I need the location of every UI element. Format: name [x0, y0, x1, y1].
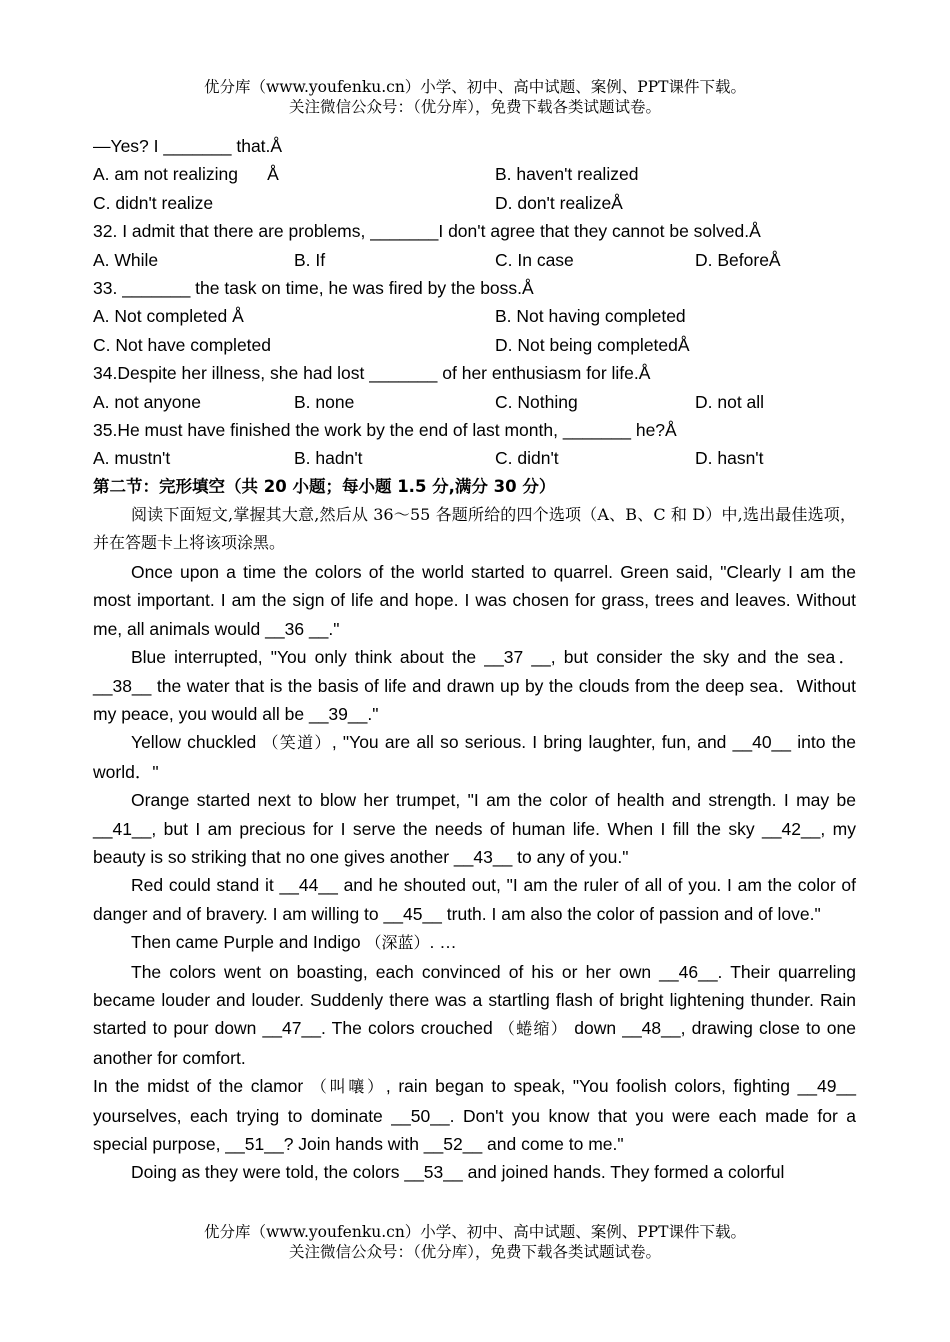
q34-options [93, 388, 856, 416]
p7-chinese-gloss: （蜷缩） [498, 1019, 569, 1039]
section-2-title: 第二节：完形填空（共 20 小题；每小题 1.5 分,满分 30 分） [93, 476, 556, 496]
q31-option-a: A. am not realizing Å [93, 164, 279, 185]
q31-stem: —Yes? I _______ that.Å [93, 136, 283, 156]
p6-text-b: . … [429, 932, 457, 953]
q33-option-d: D. Not being completedÅ [495, 334, 690, 355]
q35-option-b: B. hadn't [294, 448, 363, 469]
passage-paragraph-7 [93, 958, 856, 1073]
header-line-2: 关注微信公众号：（优分库），免费下载各类试题试卷。 [288, 98, 661, 116]
section-2-instruction: 阅读下面短文,掌握其大意,然后从 36～55 各题所给的四个选项（A、B、C 和 D）中,选出最佳选项，并在答题卡上将该项涂黑。 [93, 505, 856, 553]
q35-options [93, 444, 856, 472]
passage-paragraph-5: Red could stand it __44__ and he shouted out, "I am the ruler of all of you. I am the color of danger and of bravery. I am willing to __45__ truth. I am also the color of passion and of love." [93, 875, 856, 924]
p8-chinese-gloss: （叫嚷） [310, 1077, 386, 1097]
q31-options-row2 [93, 189, 856, 217]
q34-stem: 34.Despite her illness, she had lost _______ of her enthusiasm for life.Å [93, 363, 651, 384]
passage-paragraph-8 [93, 1072, 856, 1158]
p6-text-a: Then came Purple and Indigo [131, 932, 366, 953]
p7-text-a: The colors went on boasting, each convinced of his or her own __46__. Their quarreling became louder and louder. Suddenly there was a startling flash of bright lightening thunder. Rain started to pour down __47__. The colors crouched [93, 961, 856, 1039]
footer-line-2: 关注微信公众号：（优分库），免费下载各类试题试卷。 [288, 1243, 661, 1261]
q31-option-b: B. haven't realized [495, 164, 639, 185]
q33-option-a: A. Not completed Å [93, 306, 244, 327]
p6-chinese-gloss: （深蓝） [365, 933, 430, 953]
q34-option-c: C. Nothing [495, 391, 578, 412]
exam-content [93, 132, 856, 1187]
p8-text-a: In the midst of the clamor [93, 1076, 311, 1097]
q32-stem: 32. I admit that there are problems, _______I don't agree that they cannot be solved.Å [93, 221, 761, 242]
q33-option-b: B. Not having completed [495, 306, 686, 327]
q31-options-row1 [93, 160, 856, 188]
q32-option-c: C. In case [495, 249, 574, 270]
page-footer [0, 1222, 950, 1262]
p3-text-a: Yellow chuckled [131, 732, 263, 753]
q32-options [93, 246, 856, 274]
q33-options-row2 [93, 331, 856, 359]
passage-paragraph-2: Blue interrupted, "You only think about the __37 __, but consider the sky and the sea．__38__ the water that is the basis of life and drawn up by the clouds from the deep sea．Without my peace, you would all be __39__." [93, 647, 856, 724]
q35-stem: 35.He must have finished the work by the end of last month, _______ he?Å [93, 419, 677, 440]
header-line-1: 优分库（www.youfenku.cn）小学、初中、高中试题、案例、PPT课件下载。 [203, 78, 747, 96]
q32-option-a: A. While [93, 249, 159, 270]
q33-option-c: C. Not have completed [93, 334, 272, 355]
passage-paragraph-6 [93, 928, 856, 957]
q31-option-d: D. don't realizeÅ [495, 192, 623, 213]
q34-option-d: D. not all [695, 391, 765, 412]
passage-paragraph-9: Doing as they were told, the colors __53__ and joined hands. They formed a colorful [131, 1162, 785, 1183]
p3-text-b: , "You are all so serious. I bring laughter, fun, and __40__ into the world．" [93, 732, 856, 782]
q32-option-d: D. BeforeÅ [695, 249, 781, 270]
q35-option-c: C. didn't [495, 448, 559, 469]
footer-line-1: 优分库（www.youfenku.cn）小学、初中、高中试题、案例、PPT课件下载。 [203, 1223, 747, 1241]
passage-paragraph-3 [93, 728, 856, 786]
q34-option-a: A. not anyone [93, 391, 201, 412]
q33-options-row1 [93, 302, 856, 330]
q35-option-a: A. mustn't [93, 448, 171, 469]
q33-stem: 33. _______ the task on time, he was fired by the boss.Å [93, 277, 534, 298]
q31-option-c: C. didn't realize [93, 192, 214, 213]
p7-text-b: down __48__, drawing close to one another for comfort. [93, 1018, 856, 1068]
p3-chinese-gloss: （笑道） [262, 733, 332, 753]
q32-option-b: B. If [294, 249, 326, 270]
p8-text-b: , rain began to speak, "You foolish colors, fighting __49__ yourselves, each trying to dominate __50__. Don't you know that you were each made for a special purpose, __51__? Join hands with __52__ and come to me." [93, 1076, 856, 1155]
q35-option-d: D. hasn't [695, 448, 764, 469]
q34-option-b: B. none [294, 391, 355, 412]
page-header [0, 77, 950, 117]
passage-paragraph-1: Once upon a time the colors of the world started to quarrel. Green said, "Clearly I am the most important. I am the sign of life and hope. I was chosen for grass, trees and leaves. Without me, all animals would __36 __." [93, 561, 856, 639]
passage-paragraph-4: Orange started next to blow her trumpet, "I am the color of health and strength. I may be __41__, but I am precious for I serve the needs of human life. When I fill the sky __42__, my beauty is so striking that no one gives another __43__ to any of you." [93, 790, 856, 867]
